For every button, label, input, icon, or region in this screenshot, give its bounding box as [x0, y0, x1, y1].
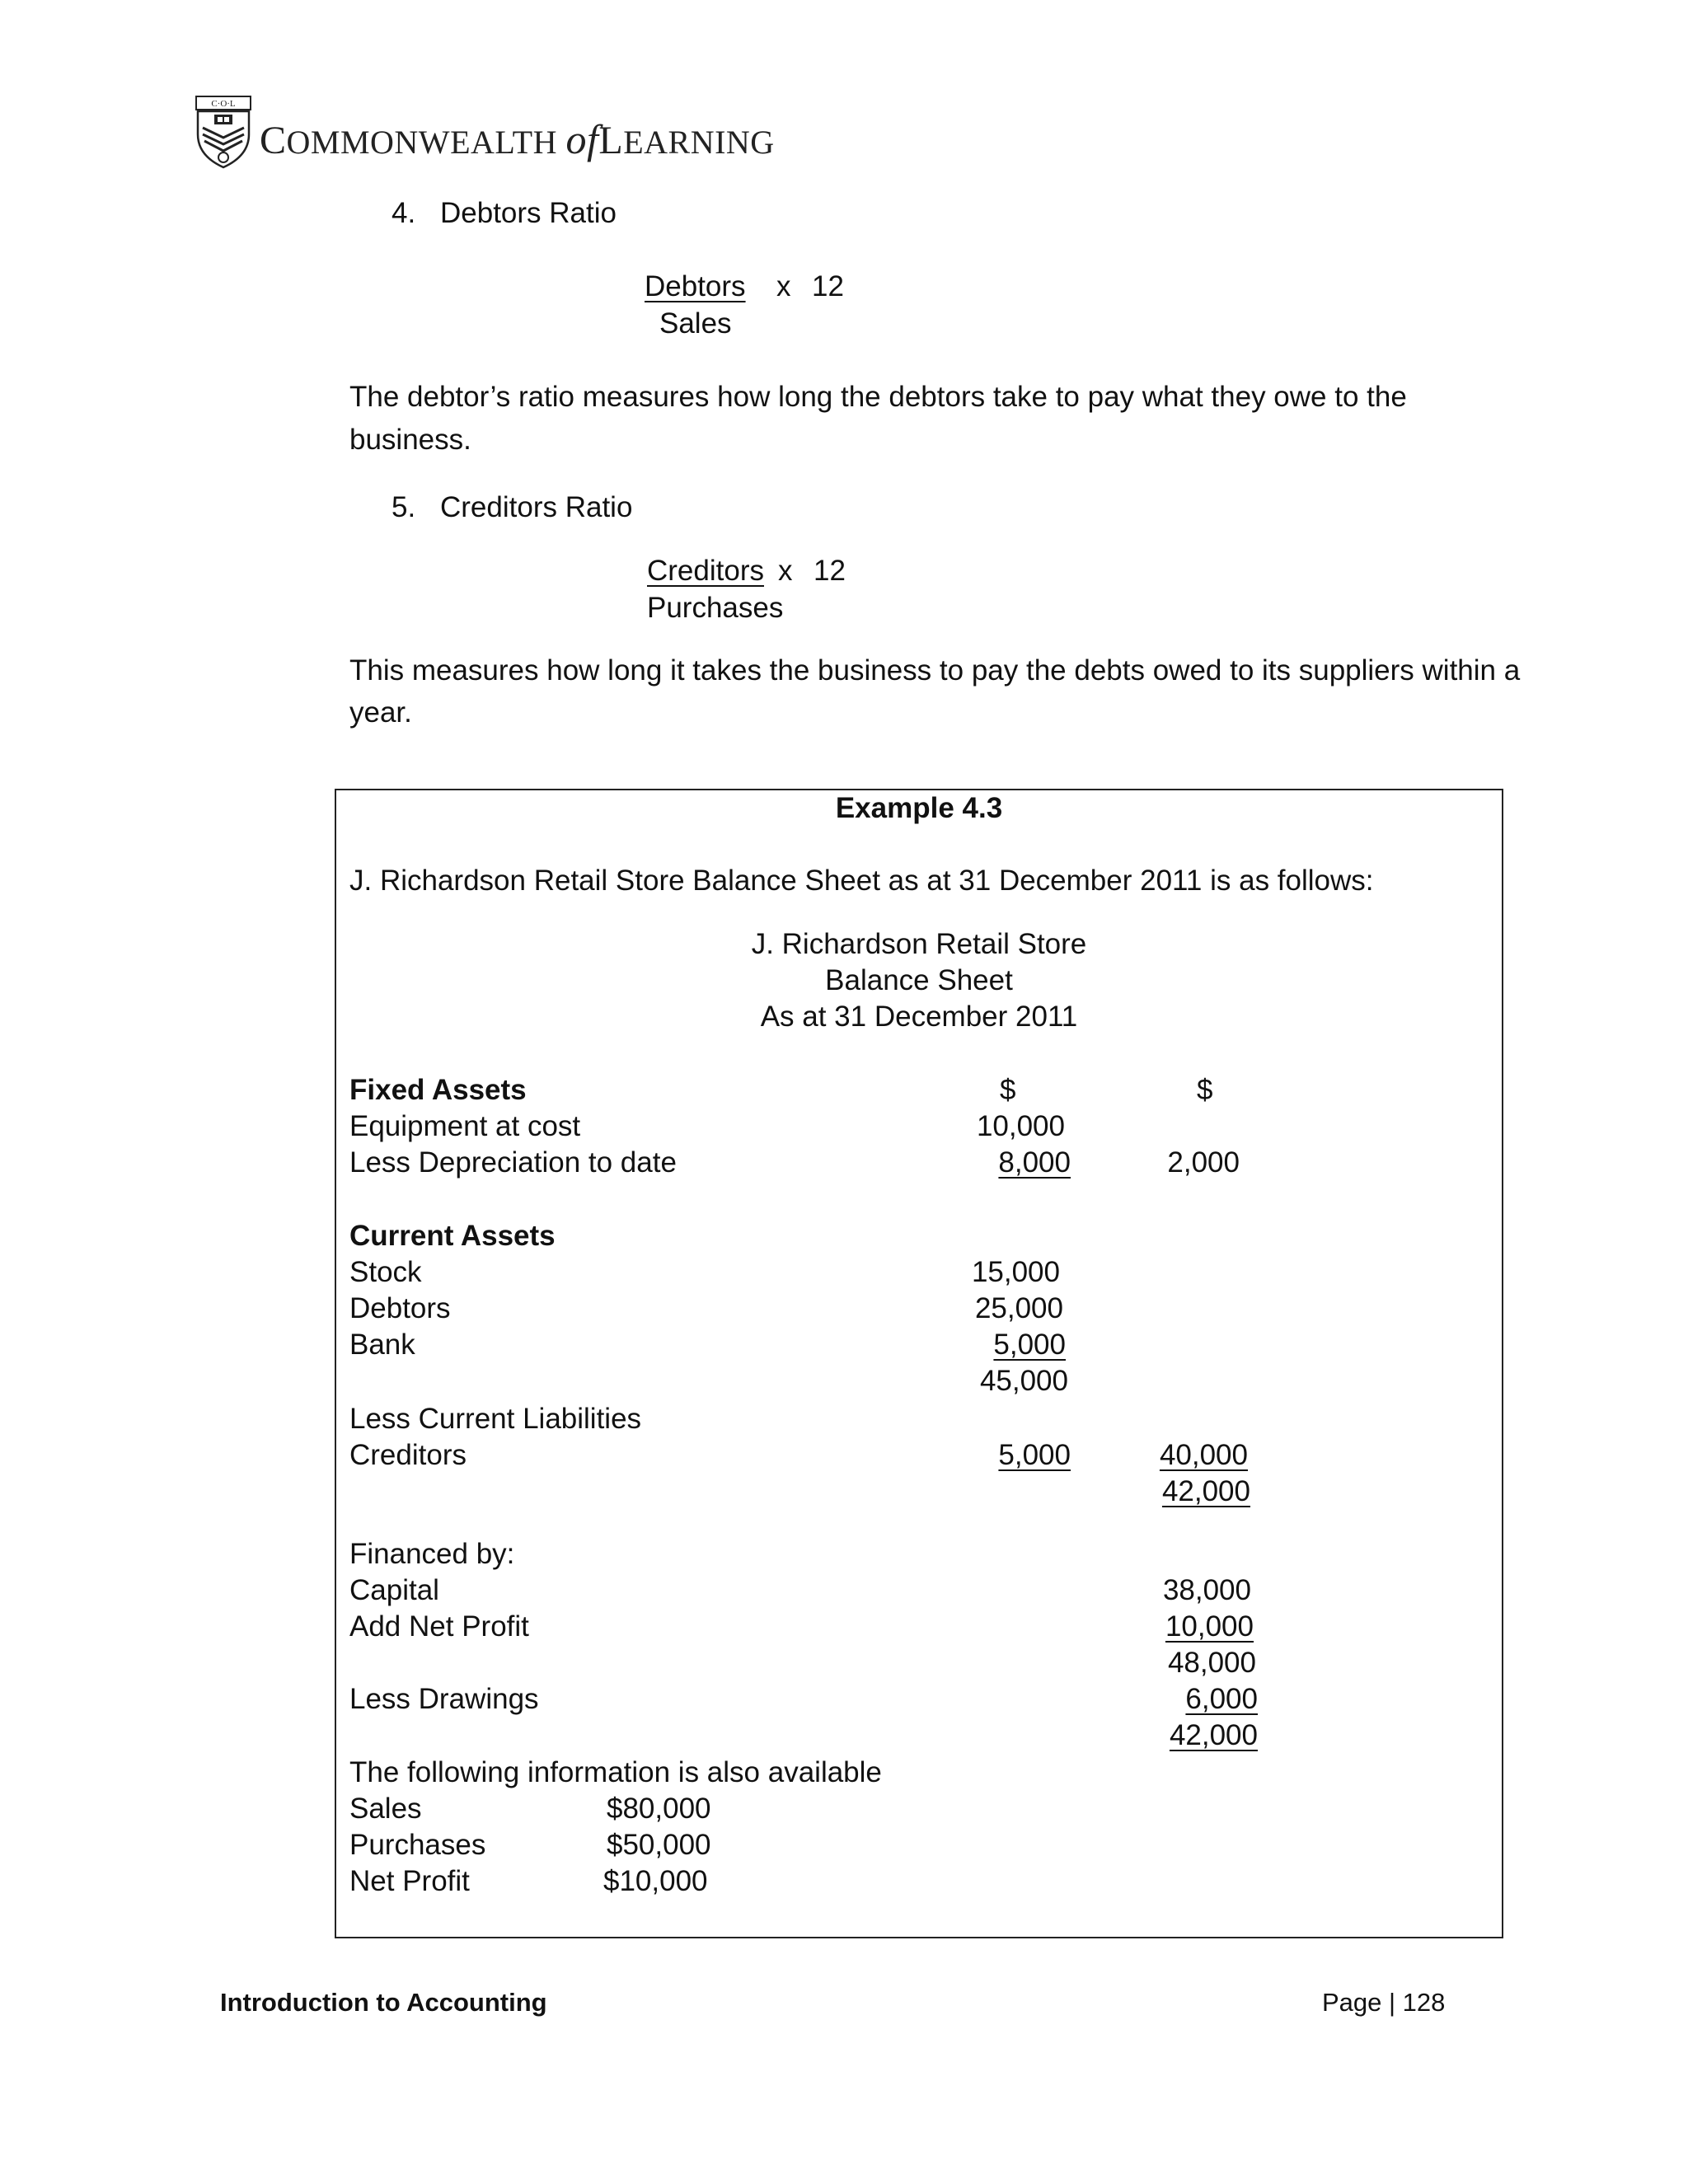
- section4-title: Debtors Ratio: [440, 197, 617, 229]
- column1-currency: $: [1000, 1074, 1016, 1106]
- working-capital-value: 40,000: [1159, 1439, 1248, 1471]
- debtors-ratio-numerator: Debtors: [645, 270, 746, 302]
- bank-label: Bank: [349, 1329, 415, 1361]
- add-net-profit-value: 10,000: [1165, 1610, 1254, 1643]
- add-net-profit-label: Add Net Profit: [349, 1610, 529, 1643]
- additional-purchases-value: $50,000: [607, 1829, 711, 1861]
- debtors-value: 25,000: [974, 1292, 1063, 1324]
- financed-by-heading: Financed by:: [349, 1538, 515, 1570]
- debtors-label: Debtors: [349, 1292, 451, 1324]
- additional-net-profit-label: Net Profit: [349, 1865, 470, 1897]
- creditors-ratio-denominator: Purchases: [647, 592, 784, 624]
- debtors-ratio-multiplier: 12: [812, 270, 844, 302]
- depreciation-value: 8,000: [998, 1146, 1071, 1179]
- bank-value: 5,000: [993, 1329, 1066, 1361]
- capital-subtotal: 48,000: [1167, 1647, 1256, 1679]
- example-intro: J. Richardson Retail Store Balance Sheet as at 31 December 2011 is as follows:: [349, 865, 1374, 897]
- col-crest-logo: [195, 95, 252, 169]
- example-title: Example 4.3: [835, 792, 1003, 824]
- creditors-ratio-times: x: [778, 555, 793, 587]
- section4-description-line1: The debtor’s ratio measures how long the debtors take to pay what they owe to the: [349, 381, 1407, 413]
- additional-sales-value: $80,000: [607, 1793, 711, 1825]
- debtors-ratio-times: x: [776, 270, 791, 302]
- debtors-ratio-denominator: Sales: [659, 307, 732, 340]
- less-drawings-label: Less Drawings: [349, 1683, 539, 1715]
- balance-sheet-title-company: J. Richardson Retail Store: [751, 928, 1087, 960]
- section5-description-line1: This measures how long it takes the business to pay the debts owed to its suppliers within a: [349, 654, 1521, 687]
- capital-total: 42,000: [1169, 1719, 1258, 1751]
- svg-text:C·O·L: C·O·L: [211, 99, 236, 109]
- balance-sheet-title: Balance Sheet: [825, 964, 1013, 996]
- depreciation-label: Less Depreciation to date: [349, 1146, 677, 1179]
- net-assets-total: 42,000: [1161, 1475, 1250, 1507]
- current-assets-heading: Current Assets: [349, 1220, 556, 1252]
- fixed-assets-net-value: 2,000: [1167, 1146, 1240, 1179]
- equipment-value: 10,000: [976, 1110, 1065, 1142]
- footer-book-title: Introduction to Accounting: [220, 1988, 547, 2017]
- additional-net-profit-value: $10,000: [603, 1865, 708, 1897]
- organization-name: COMMONWEALTH ofLEARNING: [260, 116, 775, 162]
- stock-label: Stock: [349, 1256, 422, 1288]
- fixed-assets-heading: Fixed Assets: [349, 1074, 527, 1106]
- creditors-label: Creditors: [349, 1439, 467, 1471]
- equipment-label: Equipment at cost: [349, 1110, 581, 1142]
- creditors-value: 5,000: [998, 1439, 1071, 1471]
- additional-purchases-label: Purchases: [349, 1829, 486, 1861]
- less-drawings-value: 6,000: [1185, 1683, 1258, 1715]
- section5-number: 5.: [392, 491, 416, 523]
- creditors-ratio-multiplier: 12: [814, 555, 846, 587]
- section4-description-line2: business.: [349, 424, 471, 456]
- section5-title: Creditors Ratio: [440, 491, 633, 523]
- balance-sheet-date: As at 31 December 2011: [760, 1001, 1078, 1033]
- capital-value: 38,000: [1162, 1574, 1251, 1606]
- current-liabilities-heading: Less Current Liabilities: [349, 1403, 642, 1435]
- creditors-ratio-numerator: Creditors: [647, 555, 764, 587]
- current-assets-total: 45,000: [979, 1365, 1068, 1397]
- additional-info-heading: The following information is also available: [349, 1756, 882, 1788]
- column2-currency: $: [1197, 1074, 1213, 1106]
- section5-description-line2: year.: [349, 696, 412, 729]
- capital-label: Capital: [349, 1574, 439, 1606]
- additional-sales-label: Sales: [349, 1793, 422, 1825]
- section4-number: 4.: [392, 197, 416, 229]
- footer-page-number: Page | 128: [1322, 1988, 1446, 2017]
- stock-value: 15,000: [971, 1256, 1060, 1288]
